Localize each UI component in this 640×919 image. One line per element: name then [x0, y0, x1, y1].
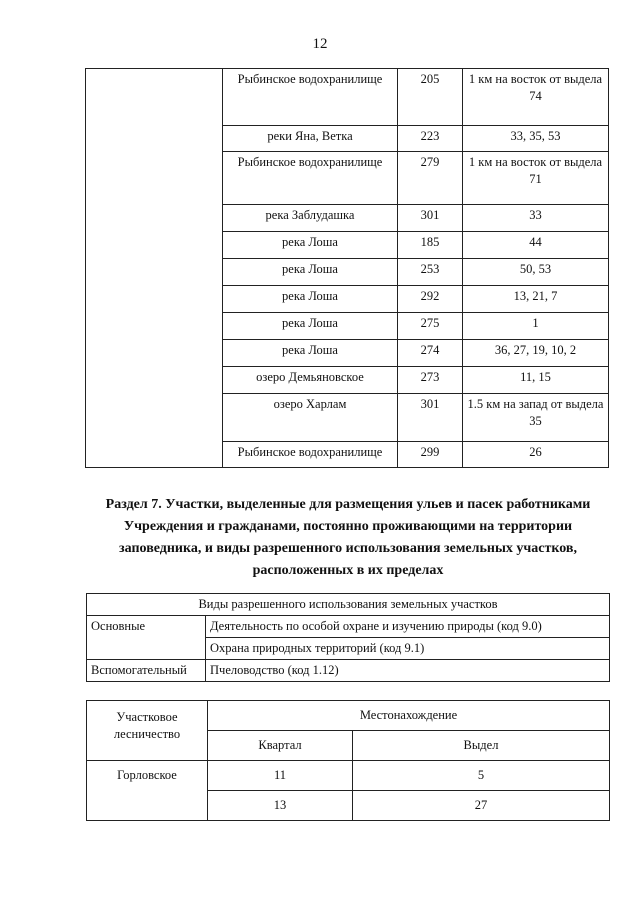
vydel-column-header: Выдел — [353, 731, 610, 761]
water-body-cell: Рыбинское водохранилище — [223, 152, 398, 205]
vydel-cell: 1.5 км на запад от выдела 35 — [463, 394, 609, 442]
kvartal-cell: 205 — [398, 69, 463, 126]
water-body-cell: река Лоша — [223, 286, 398, 313]
water-body-cell: Рыбинское водохранилище — [223, 69, 398, 126]
kvartal-cell: 292 — [398, 286, 463, 313]
kvartal-cell: 279 — [398, 152, 463, 205]
kvartal-cell: 13 — [208, 791, 353, 821]
vydel-cell: 1 км на восток от выдела 74 — [463, 69, 609, 126]
kvartal-cell: 274 — [398, 340, 463, 367]
water-body-cell: Рыбинское водохранилище — [223, 442, 398, 468]
kvartal-cell: 275 — [398, 313, 463, 340]
location-column-header: Местонахождение — [208, 701, 610, 731]
forestry-cell: Горловское — [87, 761, 208, 821]
aux-use-label: Вспомогательный — [87, 660, 206, 682]
table-row — [87, 701, 610, 731]
vydel-cell: 33 — [463, 205, 609, 232]
kvartal-cell: 185 — [398, 232, 463, 259]
vydel-cell: 36, 27, 19, 10, 2 — [463, 340, 609, 367]
table-row — [87, 761, 610, 791]
water-body-cell: озеро Демьяновское — [223, 367, 398, 394]
table-row — [87, 660, 610, 682]
kvartal-cell: 301 — [398, 205, 463, 232]
kvartal-cell: 301 — [398, 394, 463, 442]
water-body-cell: река Заблудашка — [223, 205, 398, 232]
permitted-use-table — [86, 593, 610, 682]
vydel-cell: 1 — [463, 313, 609, 340]
kvartal-column-header: Квартал — [208, 731, 353, 761]
vydel-cell: 27 — [353, 791, 610, 821]
vydel-cell: 33, 35, 53 — [463, 126, 609, 152]
vydel-cell: 5 — [353, 761, 610, 791]
table-row — [87, 616, 610, 638]
forestry-column-header: Участковое лесничество — [87, 701, 208, 761]
vydel-cell: 11, 15 — [463, 367, 609, 394]
table-row — [87, 594, 610, 616]
kvartal-cell: 223 — [398, 126, 463, 152]
vydel-cell: 26 — [463, 442, 609, 468]
vydel-cell: 13, 21, 7 — [463, 286, 609, 313]
kvartal-cell: 11 — [208, 761, 353, 791]
main-use-item: Охрана природных территорий (код 9.1) — [206, 638, 610, 660]
section-7-heading: Раздел 7. Участки, выделенные для размещения ульев и пасек работниками Учреждения и гражданами, постоянно проживающими на территории заповедника, и виды разрешенного использования земельных участков, расположенных в их пределах — [105, 497, 591, 578]
page-number: 12 — [312, 36, 328, 52]
water-body-cell: река Лоша — [223, 259, 398, 286]
kvartal-cell: 299 — [398, 442, 463, 468]
table-row — [86, 69, 609, 126]
water-body-cell: река Лоша — [223, 313, 398, 340]
vydel-cell: 44 — [463, 232, 609, 259]
vydel-cell: 1 км на восток от выдела 71 — [463, 152, 609, 205]
apiary-location-table — [86, 700, 610, 821]
water-bodies-table — [85, 68, 609, 468]
water-body-cell: река Лоша — [223, 232, 398, 259]
main-use-item: Деятельность по особой охране и изучению природы (код 9.0) — [206, 616, 610, 638]
vydel-cell: 50, 53 — [463, 259, 609, 286]
aux-use-item: Пчеловодство (код 1.12) — [206, 660, 610, 682]
water-body-cell: реки Яна, Ветка — [223, 126, 398, 152]
water-body-cell: река Лоша — [223, 340, 398, 367]
water-body-cell: озеро Харлам — [223, 394, 398, 442]
main-use-label: Основные — [87, 616, 206, 660]
permitted-use-header: Виды разрешенного использования земельных участков — [87, 594, 610, 616]
kvartal-cell: 253 — [398, 259, 463, 286]
kvartal-cell: 273 — [398, 367, 463, 394]
empty-merged-cell — [86, 69, 223, 468]
